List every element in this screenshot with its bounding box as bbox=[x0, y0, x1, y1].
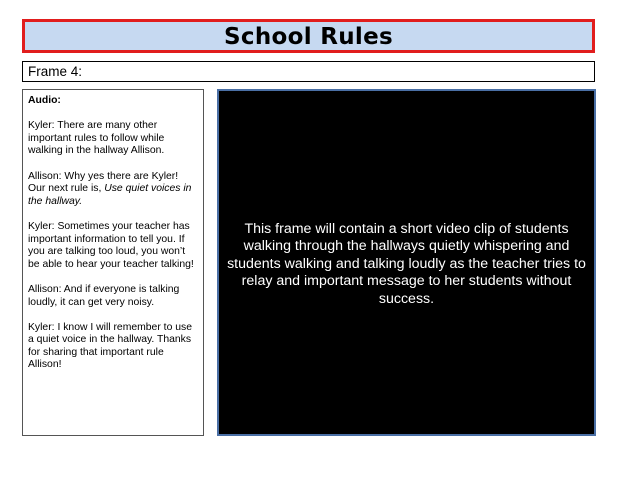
script-line-text: Kyler: Sometimes your teacher has important information to tell you. If you are talking too loud, you won’t be able to hear your teacher talking! bbox=[28, 220, 194, 270]
page-title: School Rules bbox=[224, 24, 393, 50]
script-line-4 bbox=[28, 284, 198, 309]
script-line-3 bbox=[28, 221, 198, 271]
script-line-text: Kyler: There are many other important rules to follow while walking in the hallway Allison. bbox=[28, 120, 165, 157]
audio-heading: Audio: bbox=[28, 95, 61, 106]
audio-script-panel bbox=[22, 89, 204, 436]
title-banner bbox=[22, 19, 595, 53]
script-line-text: Allison: And if everyone is talking loudly, it can get very noisy. bbox=[28, 283, 180, 308]
frame-label-bar bbox=[22, 61, 595, 82]
script-line-2 bbox=[28, 171, 198, 209]
script-line-1 bbox=[28, 120, 198, 158]
script-line-5 bbox=[28, 322, 198, 372]
video-placeholder bbox=[217, 89, 596, 436]
frame-label: Frame 4: bbox=[28, 64, 83, 79]
script-line-text: Allison: Why yes there are Kyler! Our next rule is, bbox=[28, 170, 179, 195]
script-line-text: Kyler: I know I will remember to use a quiet voice in the hallway. Thanks for sharing that important rule Allison! bbox=[28, 321, 192, 371]
script-line-emphasis: Use quiet voices in the hallway. bbox=[28, 183, 192, 207]
video-description: This frame will contain a short video clip of students walking through the hallways quietly whispering and students walking and talking loudly as the teacher tries to relay and important message to her students without success. bbox=[227, 220, 586, 307]
